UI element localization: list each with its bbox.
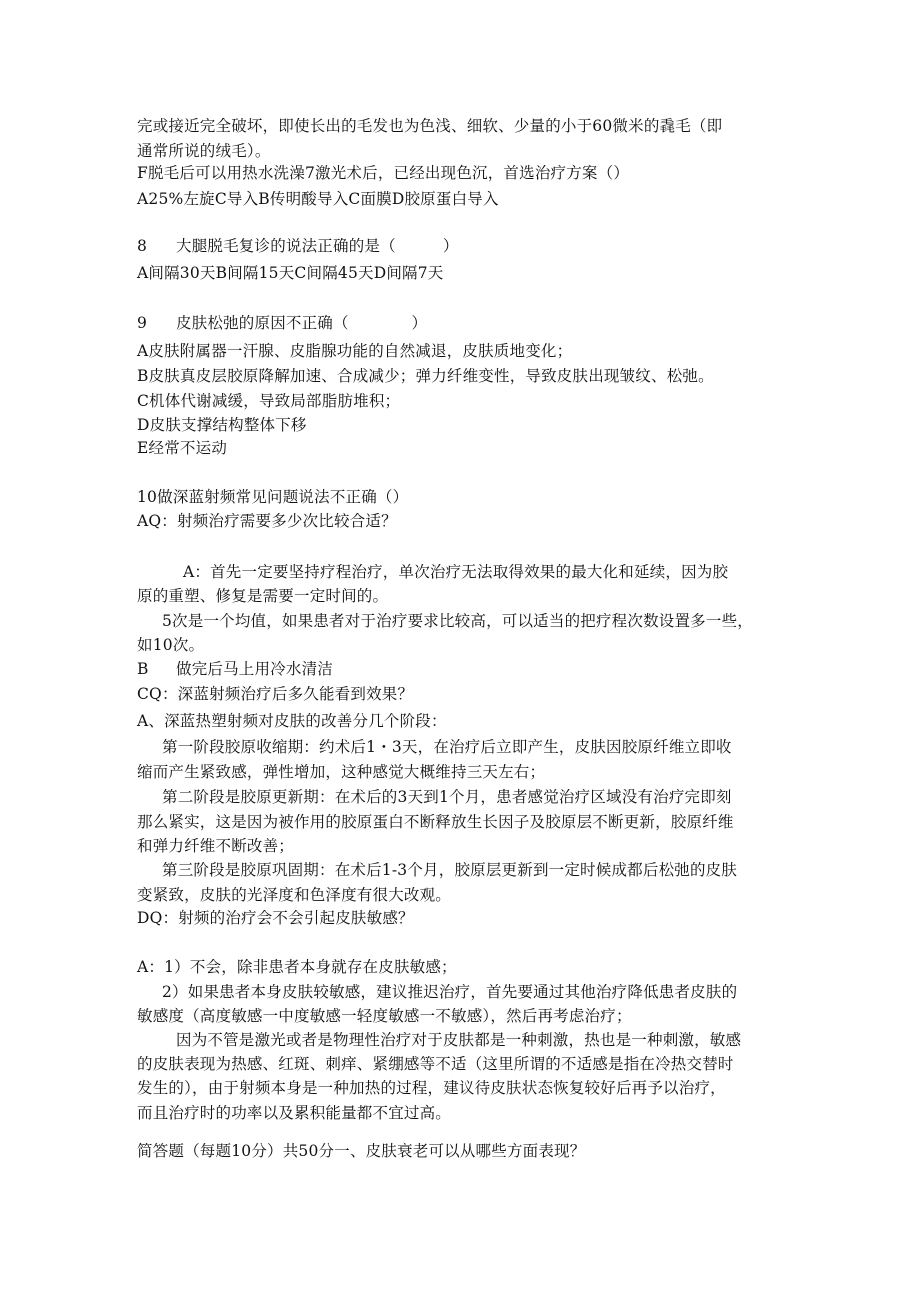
text-line: 那么紧实，这是因为被作用的胶原蛋白不断释放生长因子及胶原层不断更新，胶原纤维 — [137, 813, 734, 831]
text-line: A皮肤附属器一汗腺、皮脂腺功能的自然减退，皮肤质地变化； — [137, 342, 573, 360]
text-line: D皮肤支撑结构整体下移 — [137, 416, 307, 434]
text-line: 因为不管是激光或者是物理性治疗对于皮肤都是一种刺激，热也是一种刺激，敏感 — [176, 1031, 742, 1049]
text-line: A、深蓝热塑射频对皮肤的改善分几个阶段： — [137, 712, 447, 730]
text-line: 2）如果患者本身皮肤较敏感，建议推迟治疗，首先要通过其他治疗降低患者皮肤的 — [162, 983, 738, 1001]
text-line: F脱毛后可以用热水洗澡7激光术后，已经出现色沉，首选治疗方案（） — [137, 164, 630, 182]
question-number: 8 — [137, 237, 148, 255]
text-line: A：首先一定要坚持疗程治疗，单次治疗无法取得效果的最大化和延续，因为胶 — [183, 563, 729, 581]
text-line: 通常所说的绒毛）。 — [137, 142, 271, 160]
text-line: C机体代谢减缓，导致局部脂肪堆积； — [137, 392, 401, 410]
section-heading: 简答题（每题10分）共50分一、皮肤衰老可以从哪些方面表现？ — [137, 1142, 586, 1160]
text-line: 第一阶段胶原收缩期：约术后1・3天，在治疗后立即产生，皮肤因胶原纤维立即收 — [162, 738, 732, 756]
text-line: 第二阶段是胶原更新期：在术后的3天到1个月，患者感觉治疗区域没有治疗完即刻 — [162, 788, 732, 806]
text-line: 发生的），由于射频本身是一种加热的过程，建议待皮肤状态恢复较好后再予以治疗， — [137, 1079, 726, 1097]
question-number: 9 — [137, 314, 148, 332]
text-line: AQ：射频治疗需要多少次比较合适？ — [137, 512, 397, 530]
text-line: DQ：射频的治疗会不会引起皮肤敏感？ — [137, 909, 414, 927]
text-line: E经常不运动 — [137, 439, 228, 457]
text-line: 而且治疗时的功率以及累积能量都不宜过高。 — [137, 1104, 452, 1122]
text-line: 和弹力纤维不断改善； — [137, 837, 295, 855]
text-line: 如10次。 — [137, 636, 205, 654]
question-text: 皮肤松弛的原因不正确（ ） — [176, 314, 428, 332]
text-line: A：1）不会，除非患者本身就存在皮肤敏感； — [137, 958, 457, 976]
text-line: 原的重塑、修复是需要一定时间的。 — [137, 587, 389, 605]
text-line: 完或接近完全破坏，即使长出的毛发也为色浅、细软、少量的小于60微米的毳毛（即 — [137, 117, 723, 135]
option-letter: B — [137, 660, 149, 678]
text-line: 缩而产生紧致感，弹性增加，这种感觉大概维持三天左右； — [137, 763, 546, 781]
question-text: 大腿脱毛复诊的说法正确的是（ ） — [176, 237, 459, 255]
text-line: 5次是一个均值，如果患者对于治疗要求比较高，可以适当的把疗程次数设置多一些， — [162, 612, 753, 630]
text-line: 的皮肤表现为热感、红斑、刺痒、紧绷感等不适（这里所谓的不适感是指在冷热交替时 — [137, 1055, 734, 1073]
text-line: A间隔30天B间隔15天C间隔45天D间隔7天 — [137, 264, 444, 282]
text-line: 变紧致，皮肤的光泽度和色泽度有很大改观。 — [137, 886, 452, 904]
question-text: 10做深蓝射频常见问题说法不正确（） — [137, 488, 409, 506]
text-line: CQ：深蓝射频治疗后多久能看到效果？ — [137, 685, 414, 703]
text-line: 第三阶段是胶原巩固期：在术后1-3个月，胶原层更新到一定时候成都后松弛的皮肤 — [162, 861, 738, 879]
text-line: A25%左旋C导入B传明酸导入C面膜D胶原蛋白导入 — [137, 190, 499, 208]
text-line: 敏感度（高度敏感一中度敏感一轻度敏感一不敏感），然后再考虑治疗； — [137, 1007, 632, 1025]
text-line: B皮肤真皮层胶原降解加速、合成减少；弹力纤维变性，导致皮肤出现皱纹、松弛。 — [137, 367, 714, 385]
text-line: 做完后马上用冷水清洁 — [176, 660, 334, 678]
